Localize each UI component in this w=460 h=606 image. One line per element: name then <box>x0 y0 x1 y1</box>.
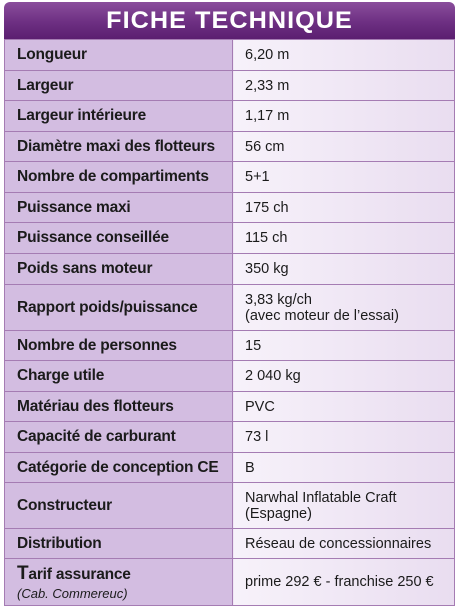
table-row <box>5 392 455 422</box>
table-row <box>5 254 455 285</box>
row-value: 175 ch <box>233 193 455 223</box>
row-value-note: (Espagne) <box>245 505 312 522</box>
table-row <box>5 285 455 331</box>
row-label: Largeur intérieure <box>5 101 233 132</box>
row-label: Charge utile <box>5 361 233 392</box>
row-value-note: (avec moteur de l’essai) <box>245 307 399 324</box>
table-row <box>5 193 455 223</box>
row-value: PVC <box>233 392 455 422</box>
row-label: Nombre de compartiments <box>5 162 233 193</box>
table-row <box>5 162 455 193</box>
table-row <box>5 71 455 101</box>
row-value: 73 l <box>233 422 455 453</box>
row-label: Largeur <box>5 71 233 101</box>
row-label: Poids sans moteur <box>5 254 233 285</box>
row-value-line: 3,83 kg/ch <box>245 291 312 308</box>
row-value: 6,20 m <box>233 40 455 71</box>
table-row <box>5 223 455 254</box>
table-row <box>5 559 455 606</box>
row-label: Catégorie de conception CE <box>5 453 233 483</box>
row-label: Puissance maxi <box>5 193 233 223</box>
row-value: 56 cm <box>233 132 455 162</box>
row-label: Constructeur <box>5 483 233 529</box>
page-title: FICHE TECHNIQUE <box>106 6 353 34</box>
row-value: 115 ch <box>233 223 455 254</box>
row-value: 5+1 <box>233 162 455 193</box>
row-value: prime 292 € - franchise 250 € <box>233 559 455 606</box>
row-value: 2 040 kg <box>233 361 455 392</box>
row-value: 2,33 m <box>233 71 455 101</box>
row-label: Diamètre maxi des flotteurs <box>5 132 233 162</box>
row-label: Capacité de carburant <box>5 422 233 453</box>
spec-table <box>4 39 455 606</box>
row-value: 15 <box>233 331 455 361</box>
table-row <box>5 483 455 529</box>
table-row <box>5 40 455 71</box>
row-sublabel: (Cab. Commereuc) <box>17 586 128 601</box>
row-label: Puissance conseillée <box>5 223 233 254</box>
table-row <box>5 132 455 162</box>
table-row <box>5 422 455 453</box>
row-label: Tarif assurance (Cab. Commereuc) <box>5 559 233 606</box>
row-value: Réseau de concessionnaires <box>233 529 455 559</box>
row-value: B <box>233 453 455 483</box>
row-value: 1,17 m <box>233 101 455 132</box>
row-label: Distribution <box>5 529 233 559</box>
row-label: Nombre de personnes <box>5 331 233 361</box>
row-value <box>233 285 455 331</box>
table-row <box>5 361 455 392</box>
header-bar <box>4 2 455 39</box>
row-value <box>233 483 455 529</box>
row-label: Matériau des flotteurs <box>5 392 233 422</box>
table-row <box>5 331 455 361</box>
row-label: Rapport poids/puissance <box>5 285 233 331</box>
table-row <box>5 453 455 483</box>
row-value: 350 kg <box>233 254 455 285</box>
table-row <box>5 529 455 559</box>
row-value-line: Narwhal Inflatable Craft <box>245 489 397 506</box>
table-row <box>5 101 455 132</box>
row-label: Longueur <box>5 40 233 71</box>
